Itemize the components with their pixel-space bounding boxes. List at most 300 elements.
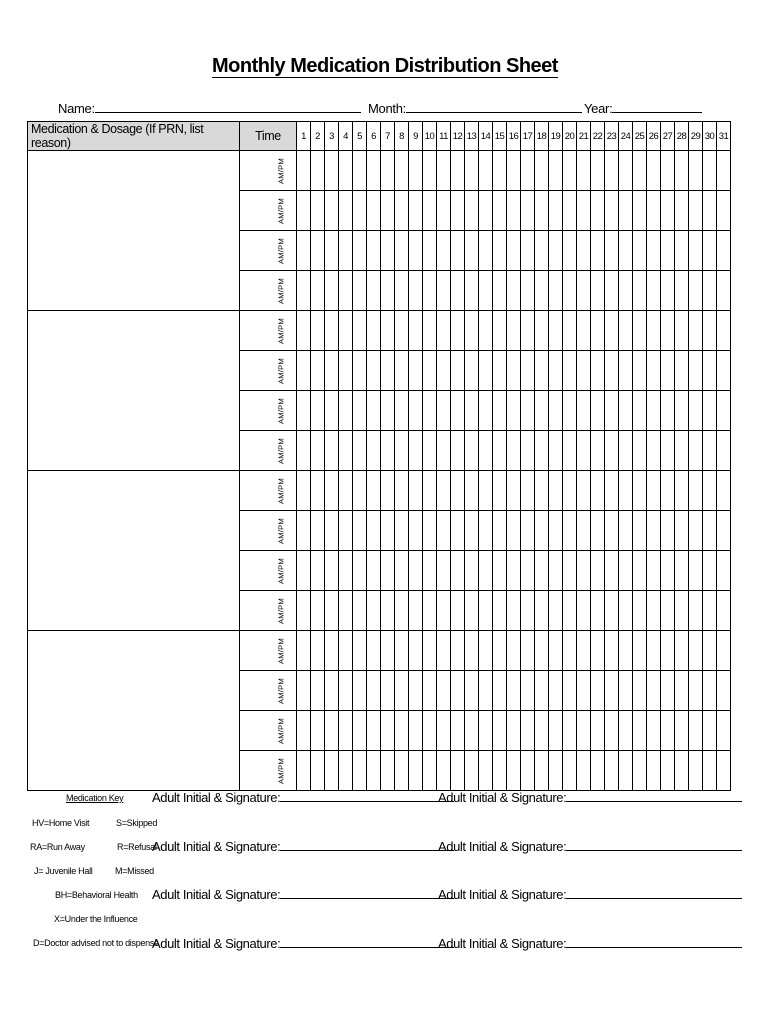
- day-cell[interactable]: [549, 151, 563, 191]
- day-cell[interactable]: [395, 271, 409, 311]
- day-cell[interactable]: [591, 671, 605, 711]
- day-cell[interactable]: [353, 471, 367, 511]
- day-cell[interactable]: [591, 591, 605, 631]
- day-cell[interactable]: [563, 431, 577, 471]
- day-cell[interactable]: [353, 711, 367, 751]
- day-cell[interactable]: [353, 591, 367, 631]
- day-cell[interactable]: [353, 431, 367, 471]
- time-cell[interactable]: [240, 471, 297, 511]
- day-cell[interactable]: [605, 191, 619, 231]
- day-cell[interactable]: [521, 711, 535, 751]
- day-cell[interactable]: [479, 471, 493, 511]
- day-cell[interactable]: [479, 671, 493, 711]
- day-cell[interactable]: [339, 151, 353, 191]
- day-cell[interactable]: [563, 511, 577, 551]
- day-cell[interactable]: [591, 751, 605, 791]
- day-cell[interactable]: [311, 471, 325, 511]
- day-cell[interactable]: [339, 431, 353, 471]
- day-cell[interactable]: [381, 471, 395, 511]
- day-cell[interactable]: [465, 231, 479, 271]
- day-cell[interactable]: [367, 431, 381, 471]
- day-cell[interactable]: [633, 511, 647, 551]
- day-cell[interactable]: [605, 751, 619, 791]
- day-cell[interactable]: [703, 591, 717, 631]
- day-cell[interactable]: [675, 511, 689, 551]
- day-cell[interactable]: [353, 191, 367, 231]
- day-cell[interactable]: [423, 711, 437, 751]
- day-cell[interactable]: [465, 631, 479, 671]
- day-cell[interactable]: [367, 711, 381, 751]
- day-cell[interactable]: [619, 591, 633, 631]
- day-cell[interactable]: [661, 591, 675, 631]
- day-cell[interactable]: [675, 751, 689, 791]
- day-cell[interactable]: [661, 191, 675, 231]
- day-cell[interactable]: [675, 591, 689, 631]
- day-cell[interactable]: [325, 151, 339, 191]
- day-cell[interactable]: [339, 471, 353, 511]
- day-cell[interactable]: [591, 711, 605, 751]
- day-cell[interactable]: [591, 511, 605, 551]
- day-cell[interactable]: [381, 271, 395, 311]
- day-cell[interactable]: [311, 591, 325, 631]
- day-cell[interactable]: [409, 191, 423, 231]
- day-cell[interactable]: [395, 431, 409, 471]
- day-cell[interactable]: [465, 391, 479, 431]
- day-cell[interactable]: [395, 391, 409, 431]
- day-cell[interactable]: [577, 511, 591, 551]
- day-cell[interactable]: [297, 671, 311, 711]
- day-cell[interactable]: [437, 511, 451, 551]
- day-cell[interactable]: [661, 151, 675, 191]
- day-cell[interactable]: [507, 711, 521, 751]
- day-cell[interactable]: [381, 431, 395, 471]
- day-cell[interactable]: [479, 191, 493, 231]
- day-cell[interactable]: [507, 311, 521, 351]
- signature-field[interactable]: Adult Initial & Signature:: [152, 789, 454, 805]
- day-cell[interactable]: [521, 311, 535, 351]
- day-cell[interactable]: [633, 471, 647, 511]
- day-cell[interactable]: [633, 431, 647, 471]
- day-cell[interactable]: [703, 231, 717, 271]
- day-cell[interactable]: [297, 311, 311, 351]
- day-cell[interactable]: [619, 551, 633, 591]
- day-cell[interactable]: [493, 551, 507, 591]
- day-cell[interactable]: [535, 591, 549, 631]
- day-cell[interactable]: [577, 711, 591, 751]
- day-cell[interactable]: [325, 471, 339, 511]
- day-cell[interactable]: [675, 391, 689, 431]
- day-cell[interactable]: [619, 471, 633, 511]
- day-cell[interactable]: [619, 511, 633, 551]
- day-cell[interactable]: [367, 511, 381, 551]
- day-cell[interactable]: [297, 751, 311, 791]
- day-cell[interactable]: [549, 311, 563, 351]
- day-cell[interactable]: [437, 351, 451, 391]
- day-cell[interactable]: [339, 631, 353, 671]
- day-cell[interactable]: [367, 631, 381, 671]
- day-cell[interactable]: [423, 631, 437, 671]
- day-cell[interactable]: [647, 431, 661, 471]
- day-cell[interactable]: [493, 751, 507, 791]
- day-cell[interactable]: [381, 191, 395, 231]
- day-cell[interactable]: [577, 631, 591, 671]
- day-cell[interactable]: [479, 151, 493, 191]
- time-cell[interactable]: [240, 551, 297, 591]
- day-cell[interactable]: [535, 751, 549, 791]
- day-cell[interactable]: [339, 671, 353, 711]
- day-cell[interactable]: [535, 671, 549, 711]
- day-cell[interactable]: [409, 511, 423, 551]
- time-cell[interactable]: [240, 151, 297, 191]
- day-cell[interactable]: [437, 591, 451, 631]
- day-cell[interactable]: [647, 351, 661, 391]
- day-cell[interactable]: [493, 231, 507, 271]
- day-cell[interactable]: [451, 191, 465, 231]
- day-cell[interactable]: [549, 751, 563, 791]
- day-cell[interactable]: [353, 511, 367, 551]
- day-cell[interactable]: [535, 151, 549, 191]
- day-cell[interactable]: [381, 631, 395, 671]
- day-cell[interactable]: [661, 431, 675, 471]
- month-field[interactable]: [368, 100, 582, 116]
- day-cell[interactable]: [661, 351, 675, 391]
- day-cell[interactable]: [521, 671, 535, 711]
- day-cell[interactable]: [409, 631, 423, 671]
- day-cell[interactable]: [395, 551, 409, 591]
- day-cell[interactable]: [605, 591, 619, 631]
- day-cell[interactable]: [535, 351, 549, 391]
- day-cell[interactable]: [633, 151, 647, 191]
- day-cell[interactable]: [479, 431, 493, 471]
- time-cell[interactable]: [240, 351, 297, 391]
- medication-dosage-cell[interactable]: [28, 311, 240, 471]
- day-cell[interactable]: [423, 431, 437, 471]
- day-cell[interactable]: [297, 711, 311, 751]
- day-cell[interactable]: [325, 751, 339, 791]
- day-cell[interactable]: [395, 711, 409, 751]
- day-cell[interactable]: [549, 351, 563, 391]
- day-cell[interactable]: [647, 191, 661, 231]
- day-cell[interactable]: [689, 271, 703, 311]
- day-cell[interactable]: [479, 231, 493, 271]
- day-cell[interactable]: [605, 351, 619, 391]
- day-cell[interactable]: [437, 151, 451, 191]
- day-cell[interactable]: [353, 631, 367, 671]
- day-cell[interactable]: [717, 391, 731, 431]
- signature-field[interactable]: Adult Initial & Signature:: [438, 886, 742, 902]
- signature-field[interactable]: Adult Initial & Signature:: [438, 935, 742, 951]
- time-cell[interactable]: [240, 711, 297, 751]
- day-cell[interactable]: [591, 631, 605, 671]
- day-cell[interactable]: [549, 191, 563, 231]
- day-cell[interactable]: [647, 151, 661, 191]
- day-cell[interactable]: [493, 351, 507, 391]
- day-cell[interactable]: [717, 511, 731, 551]
- day-cell[interactable]: [605, 551, 619, 591]
- day-cell[interactable]: [591, 151, 605, 191]
- day-cell[interactable]: [633, 231, 647, 271]
- day-cell[interactable]: [409, 591, 423, 631]
- day-cell[interactable]: [297, 271, 311, 311]
- day-cell[interactable]: [577, 191, 591, 231]
- day-cell[interactable]: [661, 311, 675, 351]
- day-cell[interactable]: [549, 671, 563, 711]
- day-cell[interactable]: [605, 511, 619, 551]
- day-cell[interactable]: [493, 511, 507, 551]
- day-cell[interactable]: [521, 751, 535, 791]
- day-cell[interactable]: [647, 751, 661, 791]
- day-cell[interactable]: [717, 151, 731, 191]
- day-cell[interactable]: [689, 551, 703, 591]
- day-cell[interactable]: [717, 431, 731, 471]
- day-cell[interactable]: [605, 631, 619, 671]
- day-cell[interactable]: [535, 511, 549, 551]
- day-cell[interactable]: [465, 351, 479, 391]
- day-cell[interactable]: [689, 671, 703, 711]
- medication-dosage-cell[interactable]: [28, 631, 240, 791]
- day-cell[interactable]: [437, 191, 451, 231]
- day-cell[interactable]: [675, 551, 689, 591]
- day-cell[interactable]: [409, 671, 423, 711]
- day-cell[interactable]: [381, 711, 395, 751]
- day-cell[interactable]: [423, 751, 437, 791]
- time-cell[interactable]: [240, 391, 297, 431]
- day-cell[interactable]: [703, 551, 717, 591]
- day-cell[interactable]: [423, 191, 437, 231]
- day-cell[interactable]: [353, 351, 367, 391]
- day-cell[interactable]: [297, 231, 311, 271]
- day-cell[interactable]: [395, 311, 409, 351]
- day-cell[interactable]: [339, 591, 353, 631]
- day-cell[interactable]: [675, 711, 689, 751]
- day-cell[interactable]: [465, 191, 479, 231]
- day-cell[interactable]: [325, 591, 339, 631]
- day-cell[interactable]: [703, 751, 717, 791]
- day-cell[interactable]: [577, 431, 591, 471]
- day-cell[interactable]: [353, 671, 367, 711]
- day-cell[interactable]: [549, 471, 563, 511]
- day-cell[interactable]: [675, 151, 689, 191]
- day-cell[interactable]: [717, 591, 731, 631]
- day-cell[interactable]: [535, 391, 549, 431]
- day-cell[interactable]: [395, 671, 409, 711]
- day-cell[interactable]: [647, 271, 661, 311]
- day-cell[interactable]: [507, 671, 521, 711]
- day-cell[interactable]: [689, 351, 703, 391]
- day-cell[interactable]: [563, 231, 577, 271]
- day-cell[interactable]: [297, 591, 311, 631]
- day-cell[interactable]: [661, 471, 675, 511]
- day-cell[interactable]: [437, 711, 451, 751]
- day-cell[interactable]: [297, 631, 311, 671]
- day-cell[interactable]: [297, 391, 311, 431]
- day-cell[interactable]: [353, 271, 367, 311]
- name-line[interactable]: [95, 100, 361, 113]
- day-cell[interactable]: [577, 231, 591, 271]
- day-cell[interactable]: [353, 391, 367, 431]
- day-cell[interactable]: [451, 471, 465, 511]
- day-cell[interactable]: [521, 271, 535, 311]
- day-cell[interactable]: [311, 351, 325, 391]
- day-cell[interactable]: [703, 271, 717, 311]
- day-cell[interactable]: [619, 311, 633, 351]
- day-cell[interactable]: [479, 751, 493, 791]
- day-cell[interactable]: [717, 711, 731, 751]
- day-cell[interactable]: [409, 311, 423, 351]
- day-cell[interactable]: [395, 511, 409, 551]
- day-cell[interactable]: [311, 511, 325, 551]
- day-cell[interactable]: [325, 671, 339, 711]
- day-cell[interactable]: [493, 711, 507, 751]
- day-cell[interactable]: [367, 271, 381, 311]
- day-cell[interactable]: [311, 391, 325, 431]
- day-cell[interactable]: [311, 631, 325, 671]
- day-cell[interactable]: [493, 311, 507, 351]
- day-cell[interactable]: [465, 511, 479, 551]
- day-cell[interactable]: [675, 631, 689, 671]
- day-cell[interactable]: [409, 711, 423, 751]
- day-cell[interactable]: [465, 711, 479, 751]
- day-cell[interactable]: [409, 231, 423, 271]
- day-cell[interactable]: [493, 431, 507, 471]
- day-cell[interactable]: [381, 551, 395, 591]
- day-cell[interactable]: [451, 551, 465, 591]
- signature-field[interactable]: Adult Initial & Signature:: [438, 789, 742, 805]
- day-cell[interactable]: [577, 751, 591, 791]
- day-cell[interactable]: [437, 631, 451, 671]
- day-cell[interactable]: [689, 151, 703, 191]
- day-cell[interactable]: [381, 351, 395, 391]
- day-cell[interactable]: [675, 351, 689, 391]
- day-cell[interactable]: [549, 391, 563, 431]
- day-cell[interactable]: [311, 671, 325, 711]
- day-cell[interactable]: [633, 671, 647, 711]
- day-cell[interactable]: [409, 471, 423, 511]
- day-cell[interactable]: [451, 591, 465, 631]
- day-cell[interactable]: [465, 591, 479, 631]
- day-cell[interactable]: [549, 591, 563, 631]
- day-cell[interactable]: [325, 431, 339, 471]
- day-cell[interactable]: [577, 551, 591, 591]
- day-cell[interactable]: [521, 351, 535, 391]
- day-cell[interactable]: [465, 311, 479, 351]
- day-cell[interactable]: [353, 151, 367, 191]
- day-cell[interactable]: [493, 191, 507, 231]
- day-cell[interactable]: [325, 351, 339, 391]
- day-cell[interactable]: [521, 551, 535, 591]
- day-cell[interactable]: [451, 351, 465, 391]
- day-cell[interactable]: [507, 391, 521, 431]
- day-cell[interactable]: [297, 471, 311, 511]
- day-cell[interactable]: [717, 631, 731, 671]
- day-cell[interactable]: [339, 391, 353, 431]
- day-cell[interactable]: [521, 471, 535, 511]
- day-cell[interactable]: [549, 551, 563, 591]
- day-cell[interactable]: [353, 231, 367, 271]
- day-cell[interactable]: [661, 631, 675, 671]
- day-cell[interactable]: [577, 311, 591, 351]
- day-cell[interactable]: [325, 231, 339, 271]
- day-cell[interactable]: [409, 751, 423, 791]
- day-cell[interactable]: [661, 751, 675, 791]
- day-cell[interactable]: [689, 231, 703, 271]
- day-cell[interactable]: [395, 231, 409, 271]
- day-cell[interactable]: [717, 671, 731, 711]
- day-cell[interactable]: [647, 511, 661, 551]
- day-cell[interactable]: [689, 511, 703, 551]
- day-cell[interactable]: [353, 311, 367, 351]
- day-cell[interactable]: [675, 431, 689, 471]
- day-cell[interactable]: [619, 631, 633, 671]
- day-cell[interactable]: [591, 191, 605, 231]
- day-cell[interactable]: [395, 191, 409, 231]
- day-cell[interactable]: [423, 511, 437, 551]
- day-cell[interactable]: [493, 271, 507, 311]
- day-cell[interactable]: [535, 191, 549, 231]
- day-cell[interactable]: [591, 231, 605, 271]
- day-cell[interactable]: [577, 151, 591, 191]
- day-cell[interactable]: [577, 471, 591, 511]
- signature-field[interactable]: Adult Initial & Signature:: [438, 838, 742, 854]
- day-cell[interactable]: [493, 151, 507, 191]
- day-cell[interactable]: [507, 511, 521, 551]
- day-cell[interactable]: [339, 511, 353, 551]
- year-field[interactable]: [584, 100, 702, 116]
- day-cell[interactable]: [619, 271, 633, 311]
- day-cell[interactable]: [437, 671, 451, 711]
- day-cell[interactable]: [563, 271, 577, 311]
- day-cell[interactable]: [717, 191, 731, 231]
- year-line[interactable]: [612, 100, 702, 113]
- day-cell[interactable]: [409, 351, 423, 391]
- medication-dosage-cell[interactable]: [28, 151, 240, 311]
- day-cell[interactable]: [493, 671, 507, 711]
- day-cell[interactable]: [675, 671, 689, 711]
- day-cell[interactable]: [409, 431, 423, 471]
- day-cell[interactable]: [633, 191, 647, 231]
- day-cell[interactable]: [311, 151, 325, 191]
- day-cell[interactable]: [325, 631, 339, 671]
- day-cell[interactable]: [703, 391, 717, 431]
- day-cell[interactable]: [339, 551, 353, 591]
- day-cell[interactable]: [521, 631, 535, 671]
- day-cell[interactable]: [367, 751, 381, 791]
- signature-field[interactable]: Adult Initial & Signature:: [152, 838, 454, 854]
- day-cell[interactable]: [647, 471, 661, 511]
- day-cell[interactable]: [619, 671, 633, 711]
- day-cell[interactable]: [367, 311, 381, 351]
- day-cell[interactable]: [535, 711, 549, 751]
- day-cell[interactable]: [451, 231, 465, 271]
- day-cell[interactable]: [703, 471, 717, 511]
- day-cell[interactable]: [339, 191, 353, 231]
- time-cell[interactable]: [240, 671, 297, 711]
- day-cell[interactable]: [423, 311, 437, 351]
- day-cell[interactable]: [619, 231, 633, 271]
- day-cell[interactable]: [591, 391, 605, 431]
- day-cell[interactable]: [339, 271, 353, 311]
- day-cell[interactable]: [479, 271, 493, 311]
- day-cell[interactable]: [591, 271, 605, 311]
- day-cell[interactable]: [353, 551, 367, 591]
- day-cell[interactable]: [633, 351, 647, 391]
- day-cell[interactable]: [423, 391, 437, 431]
- day-cell[interactable]: [717, 551, 731, 591]
- day-cell[interactable]: [451, 711, 465, 751]
- day-cell[interactable]: [339, 311, 353, 351]
- time-cell[interactable]: [240, 231, 297, 271]
- day-cell[interactable]: [661, 391, 675, 431]
